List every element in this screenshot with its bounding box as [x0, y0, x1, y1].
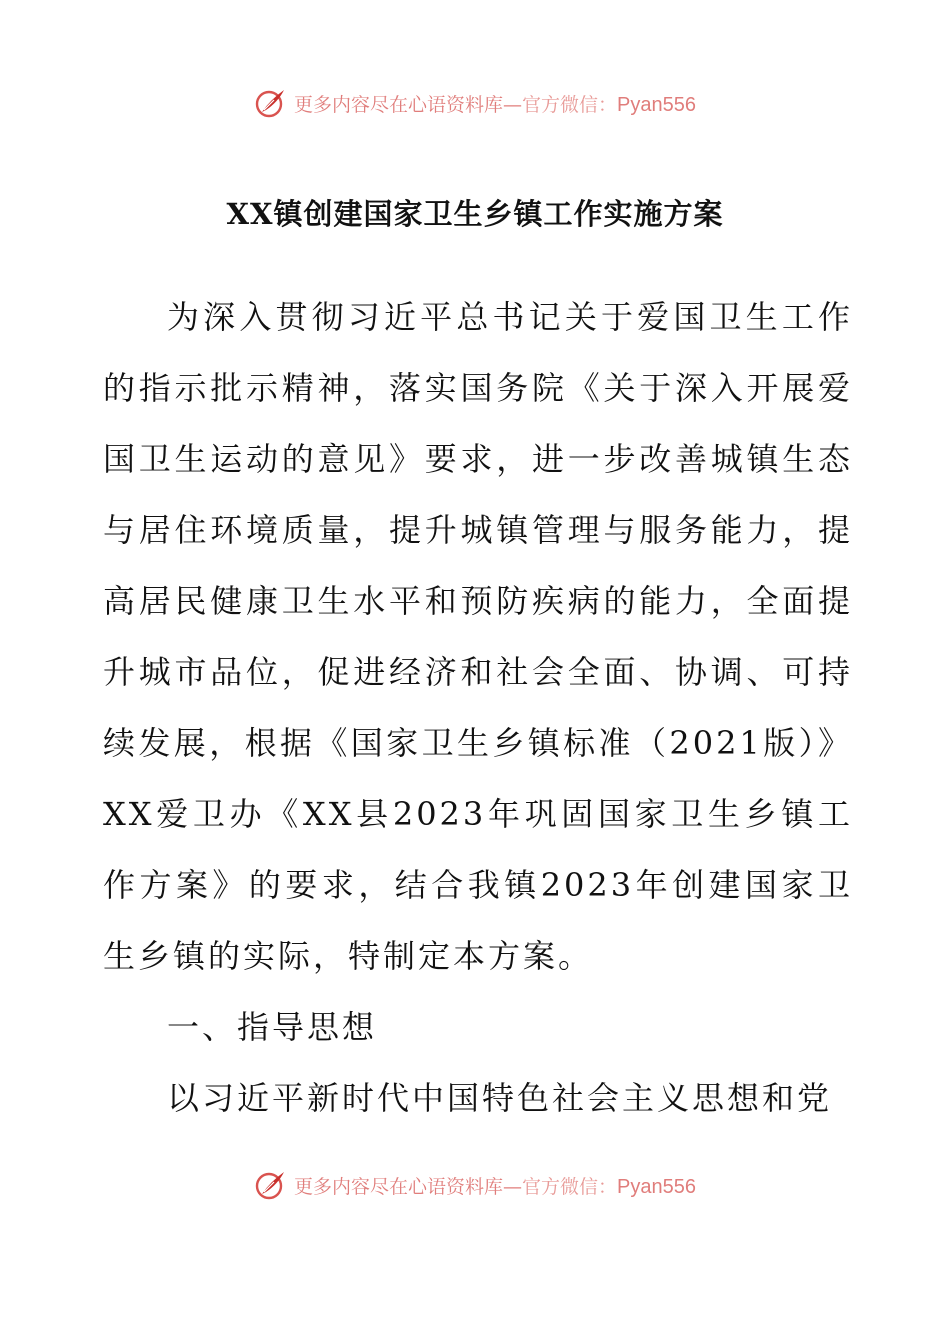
watermark-promo: 更多内容尽在心语资料库: [294, 93, 504, 116]
watermark-wechat-label: 官方微信：: [522, 93, 618, 116]
section-heading: 一、指导思想: [167, 1008, 378, 1046]
watermark-separator: —: [503, 93, 523, 116]
intro-paragraph: 为深入贯彻习近平总书记关于爱国卫生工作的指示批示精神，落实国务院《关于深入开展爱国卫生运动的意见》要求，进一步改善城镇生态与居住环境质量，提升城镇管理与服务能力，提高居民健康卫生水平和预防疾病的能力，全面提升城市品位，促进经济和社会全面、协调、可持续发展，根据《国家卫生乡镇标准（2021版）》XX爱卫办《XX县2023年巩固国家卫生乡镇工作方案》的要求，结合我镇2023年创建国家卫生乡镇的实际，特制定本方案。: [103, 298, 853, 975]
watermark-text: [294, 1172, 696, 1199]
footer-watermark: [0, 1160, 950, 1210]
watermark-wechat-label: 官方微信：: [522, 1175, 618, 1198]
document-body: [103, 282, 853, 1134]
watermark-wechat-id: Pyan556: [617, 1175, 696, 1198]
document-title: XX镇创建国家卫生乡镇工作实施方案: [226, 197, 724, 231]
watermark-separator: —: [503, 1175, 523, 1198]
watermark-promo: 更多内容尽在心语资料库: [294, 1175, 504, 1198]
quill-logo-icon: [254, 1168, 288, 1202]
section-paragraph: 以习近平新时代中国特色社会主义思想和党: [167, 1079, 833, 1117]
quill-logo-icon: [254, 86, 288, 120]
watermark-text: [294, 90, 696, 117]
header-watermark: [0, 78, 950, 128]
watermark-wechat-id: Pyan556: [617, 93, 696, 116]
